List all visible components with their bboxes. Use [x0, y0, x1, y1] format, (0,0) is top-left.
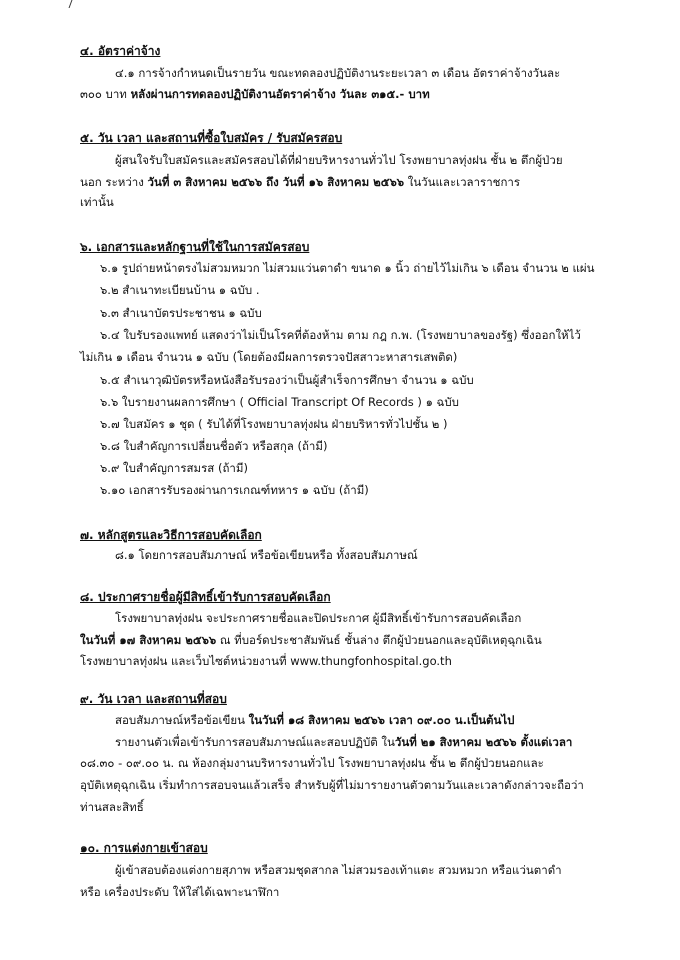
section-4-line-2 [80, 86, 430, 104]
document-item-7: ๖.๗ ใบสมัคร ๑ ชุด ( รับได้ที่โรงพยาบาลทุ่งฝน ฝ่ายบริหารทั่วไปชั้น ๒ ) [100, 417, 448, 431]
section-5-line-2-suffix: ในวันและเวลาราชการ [404, 175, 521, 189]
section-4-rate-after-probation: หลังผ่านการทดลองปฏิบัติงานอัตราค่าจ้าง วันละ ๓๑๕.- บาท [130, 87, 430, 101]
document-item-4: ๖.๔ ใบรับรองแพทย์ แสดงว่าไม่เป็นโรคที่ต้องห้าม ตาม กฎ ก.พ. (โรงพยาบาลของรัฐ) ซึ่งออกให้ไว้ [100, 328, 581, 342]
section-8-heading: ๘. ประกาศรายชื่อผู้มีสิทธิ์เข้ารับการสอบคัดเลือก [80, 590, 331, 604]
section-9-heading: ๙. วัน เวลา และสถานที่สอบ [80, 692, 227, 706]
document-item-10: ๖.๑๐ เอกสารรับรองผ่านการเกณฑ์ทหาร ๑ ฉบับ (ถ้ามี) [100, 483, 369, 497]
section-5-line-2-prefix: นอก ระหว่าง [80, 175, 148, 189]
document-item-2: ๖.๒ สำเนาทะเบียนบ้าน ๑ ฉบับ . [100, 283, 260, 297]
section-9-line-2 [115, 734, 572, 752]
section-9-exam-date: ในวันที่ ๑๘ สิงหาคม ๒๕๖๖ เวลา ๐๙.๐๐ น.เป็นต้นไป [248, 713, 515, 727]
document-item-8: ๖.๘ ใบสำคัญการเปลี่ยนชื่อตัว หรือสกุล (ถ้ามี) [100, 439, 328, 453]
document-item-4-continued: ไม่เกิน ๑ เดือน จำนวน ๑ ฉบับ (โดยต้องมีผลการตรวจปัสสาวะหาสารเสพติด) [80, 350, 458, 364]
section-8-line-1: โรงพยาบาลทุ่งฝน จะประกาศรายชื่อและปิดประกาศ ผู้มีสิทธิ์เข้ารับการสอบคัดเลือก [115, 611, 522, 625]
section-8-announcement-date: ในวันที่ ๑๗ สิงหาคม ๒๕๖๖ [80, 633, 217, 647]
section-5-line-3: เท่านั้น [80, 195, 114, 209]
section-9-line-5: ท่านสละสิทธิ์ [80, 800, 144, 814]
document-item-3: ๖.๓ สำเนาบัตรประชาชน ๑ ฉบับ [100, 306, 262, 320]
section-10-line-1: ผู้เข้าสอบต้องแต่งกายสุภาพ หรือสวมชุดสากล ไม่สวมรองเท้าแตะ สวมหมวก หรือแว่นตาดำ [115, 863, 562, 877]
section-8-line-3: โรงพยาบาลทุ่งฝน และเว็บไซต์หน่วยงานที่ www.thungfonhospital.go.th [80, 654, 452, 668]
section-5-line-2 [80, 174, 520, 192]
section-7-line-1: ๘.๑ โดยการสอบสัมภาษณ์ หรือข้อเขียนหรือ ทั้งสอบสัมภาษณ์ [115, 548, 418, 562]
section-5-application-dates: วันที่ ๓ สิงหาคม ๒๕๖๖ ถึง วันที่ ๑๖ สิงหาคม ๒๕๖๖ [147, 175, 405, 189]
document-item-1: ๖.๑ รูปถ่ายหน้าตรงไม่สวมหมวก ไม่สวมแว่นตาดำ ขนาด ๑ นิ้ว ถ่ายไว้ไม่เกิน ๖ เดือน จำนวน ๒ แผ่น [100, 261, 595, 275]
section-9-line-2-prefix: รายงานตัวเพื่อเข้ารับการสอบสัมภาษณ์และสอบปฏิบัติ ใน [115, 735, 395, 749]
section-8-line-2 [80, 632, 542, 650]
section-4-line-1: ๔.๑ การจ้างกำหนดเป็นรายวัน ขณะทดลองปฏิบัติงานระยะเวลา ๓ เดือน อัตราค่าจ้างวันละ [115, 66, 561, 80]
section-5-line-1: ผู้สนใจรับใบสมัครและสมัครสอบได้ที่ฝ่ายบริหารงานทั่วไป โรงพยาบาลทุ่งฝน ชั้น ๒ ตึกผู้ป่วย [115, 153, 563, 167]
section-4-heading: ๔. อัตราค่าจ้าง [80, 44, 161, 58]
section-9-report-date: วันที่ ๒๑ สิงหาคม ๒๕๖๖ ตั้งแต่เวลา [394, 735, 573, 749]
section-10-heading: ๑๐. การแต่งกายเข้าสอบ [80, 841, 208, 855]
section-7-heading: ๗. หลักสูตรและวิธีการสอบคัดเลือก [80, 528, 262, 542]
section-9-line-1 [115, 712, 514, 730]
section-10-line-2: หรือ เครื่องประดับ ให้ใส่ได้เฉพาะนาฬิกา [80, 885, 280, 899]
section-6-heading: ๖. เอกสารและหลักฐานที่ใช้ในการสมัครสอบ [80, 240, 310, 254]
page-corner-mark [69, 0, 76, 8]
document-item-5: ๖.๕ สำเนาวุฒิบัตรหรือหนังสือรับรองว่าเป็นผู้สำเร็จการศึกษา จำนวน ๑ ฉบับ [100, 373, 474, 387]
document-item-6: ๖.๖ ใบรายงานผลการศึกษา ( Official Transcript Of Records ) ๑ ฉบับ [100, 395, 459, 409]
section-4-line-2-prefix: ๓๐๐ บาท [80, 87, 131, 101]
document-item-9: ๖.๙ ใบสำคัญการสมรส (ถ้ามี) [100, 461, 248, 475]
section-5-heading: ๕. วัน เวลา และสถานที่ซื้อใบสมัคร / รับสมัครสอบ [80, 131, 343, 145]
section-9-line-3: ๐๘.๓๐ - ๐๙.๐๐ น. ณ ห้องกลุ่มงานบริหารงานทั่วไป โรงพยาบาลทุ่งฝน ชั้น ๒ ตึกผู้ป่วยนอกและ [80, 756, 544, 770]
section-9-line-1-prefix: สอบสัมภาษณ์หรือข้อเขียน [115, 713, 249, 727]
section-8-line-2-suffix: ณ ที่บอร์ดประชาสัมพันธ์ ชั้นล่าง ตึกผู้ป่วยนอกและอุบัติเหตุฉุกเฉิน [216, 633, 542, 647]
section-9-line-4: อุบัติเหตุฉุกเฉิน เริ่มทำการสอบจนแล้วเสร็จ สำหรับผู้ที่ไม่มารายงานตัวตามวันและเวลาดังกล่าวจะถือว่า [80, 778, 584, 792]
